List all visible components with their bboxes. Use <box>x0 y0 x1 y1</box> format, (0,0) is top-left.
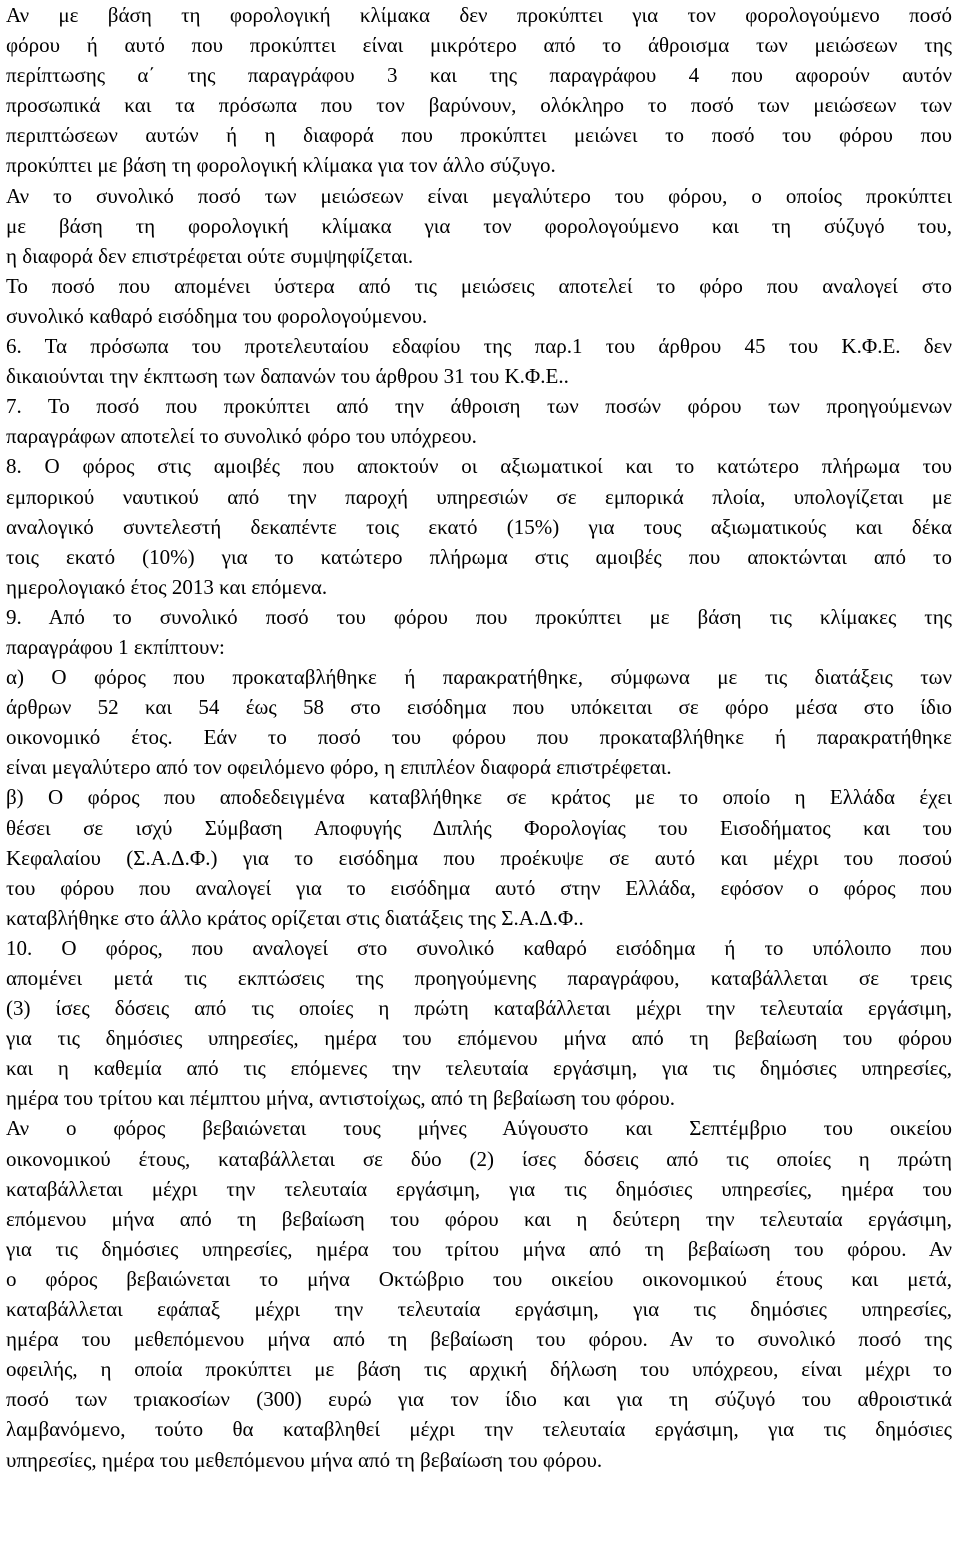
text-line: περιπτώσεων αυτών ή η διαφορά που προκύπτει μειώνει το ποσό του φόρου που <box>6 123 952 148</box>
text-line: τοις εκατό (10%) για το κατώτερο πλήρωμα στις αμοιβές που αποκτώνται από το <box>6 544 952 569</box>
paragraph-p-5a-cont <box>6 0 960 181</box>
text-line: άρθρων 52 και 54 έως 58 στο εισόδημα που υπόκειται σε φόρο μέσα στο ίδιο <box>6 695 952 720</box>
text-line: αναλογικό συντελεστή δεκαπέντε τοις εκατό (15%) για τους αξιωματικούς και δέκα <box>6 514 952 539</box>
text-line: (3) ίσες δόσεις από τις οποίες η πρώτη καταβάλλεται μέχρι την τελευταία εργάσιμη, <box>6 996 952 1021</box>
text-line: δικαιούνται την έκπτωση των δαπανών του άρθρου 31 του Κ.Φ.Ε.. <box>6 364 569 389</box>
text-line: παραγράφου 1 εκπίπτουν: <box>6 634 225 659</box>
text-line: φόρου ή αυτό που προκύπτει είναι μικρότερο από το άθροισμα των μειώσεων της <box>6 33 952 58</box>
text-line: β) Ο φόρος που αποδεδειγμένα καταβλήθηκε σε κράτος με το οποίο η Ελλάδα έχει <box>6 785 952 810</box>
text-line: περίπτωσης α΄ της παραγράφου 3 και της παραγράφου 4 που αφορούν αυτόν <box>6 63 952 88</box>
text-line: λαμβανόμενο, τούτο θα καταβληθεί μέχρι την τελευταία εργάσιμη, για τις δημόσιες <box>6 1417 952 1442</box>
text-line: Αν το συνολικό ποσό των μειώσεων είναι μεγαλύτερο του φόρου, ο οποίος προκύπτει <box>6 183 952 208</box>
text-line: καταβάλλεται εφάπαξ μέχρι την τελευταία εργάσιμη, για τις δημόσιες υπηρεσίες, <box>6 1297 952 1322</box>
text-line: οικονομικού έτους, καταβάλλεται σε δύο (2) ίσες δόσεις από τις οποίες η πρώτη <box>6 1146 952 1171</box>
text-line: Κεφαλαίου (Σ.Α.Δ.Φ.) για το εισόδημα που προέκυψε σε αυτό και μέχρι του ποσού <box>6 845 952 870</box>
text-line: για τις δημόσιες υπηρεσίες, ημέρα του τρίτου μήνα από τη βεβαίωση του φόρου. Αν <box>6 1236 952 1261</box>
text-line: 6. Τα πρόσωπα του προτελευταίου εδαφίου της παρ.1 του άρθρου 45 του Κ.Φ.Ε. δεν <box>6 334 952 359</box>
paragraph-p-7 <box>6 391 960 451</box>
text-line: Αν ο φόρος βεβαιώνεται τους μήνες Αύγουστο και Σεπτέμβριο του οικείου <box>6 1116 952 1141</box>
text-line: 10. Ο φόρος, που αναλογεί στο συνολικό καθαρό εισόδημα ή το υπόλοιπο που <box>6 935 952 960</box>
text-line: α) Ο φόρος που προκαταβλήθηκε ή παρακρατήθηκε, σύμφωνα με τις διατάξεις των <box>6 665 952 690</box>
paragraph-p-5b <box>6 181 960 271</box>
paragraph-p-9b <box>6 782 960 932</box>
text-line: προσωπικά και τα πρόσωπα που τον βαρύνουν, ολόκληρο το ποσό των μειώσεων των <box>6 93 952 118</box>
text-line: ημέρα του μεθεπόμενου μήνα από τη βεβαίωση του φόρου. Αν το συνολικό ποσό της <box>6 1327 952 1352</box>
text-line: για τις δημόσιες υπηρεσίες, ημέρα του επόμενου μήνα από τη βεβαίωση του φόρου <box>6 1026 952 1051</box>
text-line: προκύπτει με βάση τη φορολογική κλίμακα για τον άλλο σύζυγο. <box>6 153 556 178</box>
text-line: καταβλήθηκε στο άλλο κράτος ορίζεται στις διατάξεις της Σ.Α.Δ.Φ.. <box>6 905 584 930</box>
paragraph-p-9a <box>6 662 960 782</box>
text-line: θέσει σε ισχύ Σύμβαση Αποφυγής Διπλής Φορολογίας του Εισοδήματος και του <box>6 815 952 840</box>
text-line: απομένει μετά τις εκπτώσεις της προηγούμενης παραγράφου, καταβάλλεται σε τρεις <box>6 966 952 990</box>
paragraph-p-9 <box>6 602 960 662</box>
text-line: εμπορικού ναυτικού από την παροχή υπηρεσιών σε εμπορικά πλοία, υπολογίζεται με <box>6 484 952 509</box>
paragraph-p-5c <box>6 271 960 331</box>
text-line: ποσό των τριακοσίων (300) ευρώ για τον ίδιο και για τη σύζυγό του αθροιστικά <box>6 1387 952 1412</box>
paragraph-p-6 <box>6 331 960 391</box>
text-line: με βάση τη φορολογική κλίμακα για τον φορολογούμενο και τη σύζυγό του, <box>6 213 952 238</box>
text-line: 7. Το ποσό που προκύπτει από την άθροιση των ποσών φόρου των προηγούμενων <box>6 394 952 419</box>
text-line: υπηρεσίες, ημέρα του μεθεπόμενου μήνα από τη βεβαίωση του φόρου. <box>6 1447 603 1472</box>
text-line: 8. Ο φόρος στις αμοιβές που αποκτούν οι αξιωματικοί και το κατώτερο πλήρωμα του <box>6 454 952 479</box>
text-line: συνολικό καθαρό εισόδημα του φορολογούμενου. <box>6 303 428 328</box>
text-line: ο φόρος βεβαιώνεται το μήνα Οκτώβριο του οικείου οικονομικού έτους και μετά, <box>6 1266 952 1291</box>
text-line: Αν με βάση τη φορολογική κλίμακα δεν προκύπτει για τον φορολογούμενο ποσό <box>6 3 952 27</box>
text-line: παραγράφων αποτελεί το συνολικό φόρο του υπόχρεου. <box>6 424 477 449</box>
text-line: ημερολογιακό έτος 2013 και επόμενα. <box>6 574 328 599</box>
text-line: του φόρου που αναλογεί για το εισόδημα αυτό στην Ελλάδα, εφόσον ο φόρος που <box>6 875 952 900</box>
text-line: οικονομικό έτος. Εάν το ποσό του φόρου που προκαταβλήθηκε ή παρακρατήθηκε <box>6 725 952 750</box>
text-line: η διαφορά δεν επιστρέφεται ούτε συμψηφίζεται. <box>6 243 414 268</box>
paragraph-p-10 <box>6 933 960 1114</box>
text-line: Το ποσό που απομένει ύστερα από τις μειώσεις αποτελεί το φόρο που αναλογεί στο <box>6 273 952 298</box>
text-line: επόμενου μήνα από τη βεβαίωση του φόρου και η δεύτερη την τελευταία εργάσιμη, <box>6 1206 952 1231</box>
paragraph-p-8 <box>6 451 960 601</box>
text-line: και η καθεμία από τις επόμενες την τελευταία εργάσιμη, για τις δημόσιες υπηρεσίες, <box>6 1056 952 1081</box>
text-line: είναι μεγαλύτερο από τον οφειλόμενο φόρο, η επιπλέον διαφορά επιστρέφεται. <box>6 755 672 780</box>
paragraph-p-10b <box>6 1113 960 1474</box>
text-line: οφειλής, η οποία προκύπτει με βάση τις αρχική δήλωση του υπόχρεου, είναι μέχρι το <box>6 1357 952 1382</box>
text-line: καταβάλλεται μέχρι την τελευταία εργάσιμη, για τις δημόσιες υπηρεσίες, ημέρα του <box>6 1176 952 1201</box>
text-line: ημέρα του τρίτου και πέμπτου μήνα, αντιστοίχως, από τη βεβαίωση του φόρου. <box>6 1086 676 1111</box>
text-line: 9. Από το συνολικό ποσό του φόρου που προκύπτει με βάση τις κλίμακες της <box>6 604 952 629</box>
